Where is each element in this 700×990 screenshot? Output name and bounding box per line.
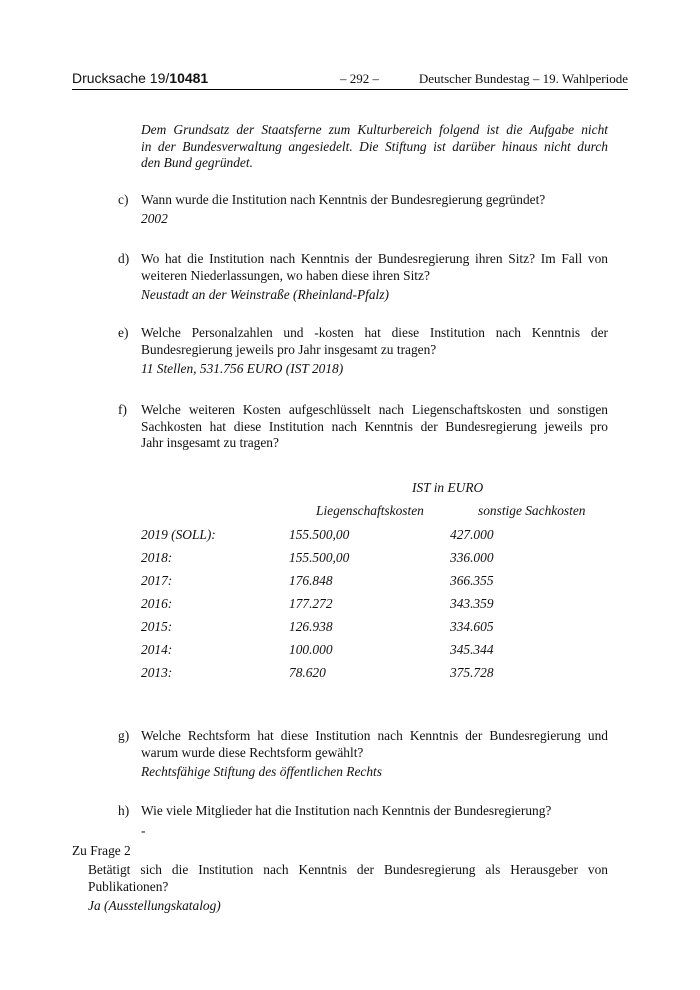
answer-h: - xyxy=(141,822,146,838)
table-row: 2015: 126.938 334.605 xyxy=(141,619,494,634)
header-right: Deutscher Bundestag – 19. Wahlperiode xyxy=(418,71,628,86)
question-c-label: c) xyxy=(118,192,129,207)
question-g-label: g) xyxy=(118,728,130,743)
question-c: Wann wurde die Institution nach Kenntnis der Bundesregierung gegründet? 2002 xyxy=(141,192,608,227)
header-rule xyxy=(72,89,628,90)
page-number: – 292 – xyxy=(340,71,379,86)
question-d: Wo hat die Institution nach Kenntnis der Bundesregierung ihren Sitz? Im Fall von weiteren Niederlassungen, wo haben diese ihren Sitz? Neustadt an der Weinstraße (Rheinland-Pfalz) xyxy=(141,251,608,302)
answer-c: 2002 xyxy=(141,210,168,226)
table-row: 2019 (SOLL): 155.500,00 427.000 xyxy=(141,527,494,542)
table-col-sachkosten: sonstige Sachkosten xyxy=(478,503,586,518)
question-h-label: h) xyxy=(118,803,130,818)
table-row: 2018: 155.500,00 336.000 xyxy=(141,550,494,565)
table-col-liegenschaftskosten: Liegenschaftskosten xyxy=(316,503,424,518)
table-row: 2016: 177.272 343.359 xyxy=(141,596,494,611)
question-h: Wie viele Mitglieder hat die Institution nach Kenntnis der Bundesregierung? - xyxy=(141,803,608,839)
answer-g: Rechtsfähige Stiftung des öffentlichen Rechts xyxy=(141,764,382,779)
table-row: 2014: 100.000 345.344 xyxy=(141,642,494,657)
document-number: Drucksache 19/10481 xyxy=(72,70,209,86)
question-f-label: f) xyxy=(118,402,127,417)
answer-d: Neustadt an der Weinstraße (Rheinland-Pfalz) xyxy=(141,287,389,302)
question-e-label: e) xyxy=(118,325,129,340)
table-row: 2013: 78.620 375.728 xyxy=(141,665,494,680)
table-title: IST in EURO xyxy=(412,480,484,495)
answer-e: 11 Stellen, 531.756 EURO (IST 2018) xyxy=(141,361,344,376)
question-f: Welche weiteren Kosten aufgeschlüsselt nach Liegenschaftskosten und sonstigen Sachkosten hat diese Institution nach Kenntnis der Bundesregierung jeweils pro Jahr insgesamt zu tragen? xyxy=(141,402,608,450)
frage2-paragraph: Betätigt sich die Institution nach Kenntnis der Bundesregierung als Herausgeber von Publikationen? Ja (Ausstellungskatalog) xyxy=(88,862,608,913)
question-e: Welche Personalzahlen und -kosten hat diese Institution nach Kenntnis der Bundesregierung jeweils pro Jahr insgesamt zu tragen? 11 Stellen, 531.756 EURO (IST 2018) xyxy=(141,325,608,376)
answer-frage-2: Ja (Ausstellungskatalog) xyxy=(88,898,221,913)
intro-paragraph: Dem Grundsatz der Staatsferne zum Kulturbereich folgend ist die Aufgabe nicht in der Bundesverwaltung angesiedelt. Die Stiftung ist darüber hinaus nicht durch den Bund gegründet. xyxy=(141,122,608,170)
page-header xyxy=(72,70,628,88)
question-d-label: d) xyxy=(118,251,130,266)
section-heading-frage-2: Zu Frage 2 xyxy=(72,843,131,858)
question-g: Welche Rechtsform hat diese Institution nach Kenntnis der Bundesregierung und warum wurde diese Rechtsform gewählt? Rechtsfähige Stiftung des öffentlichen Rechts xyxy=(141,728,608,779)
table-row: 2017: 176.848 366.355 xyxy=(141,573,494,588)
